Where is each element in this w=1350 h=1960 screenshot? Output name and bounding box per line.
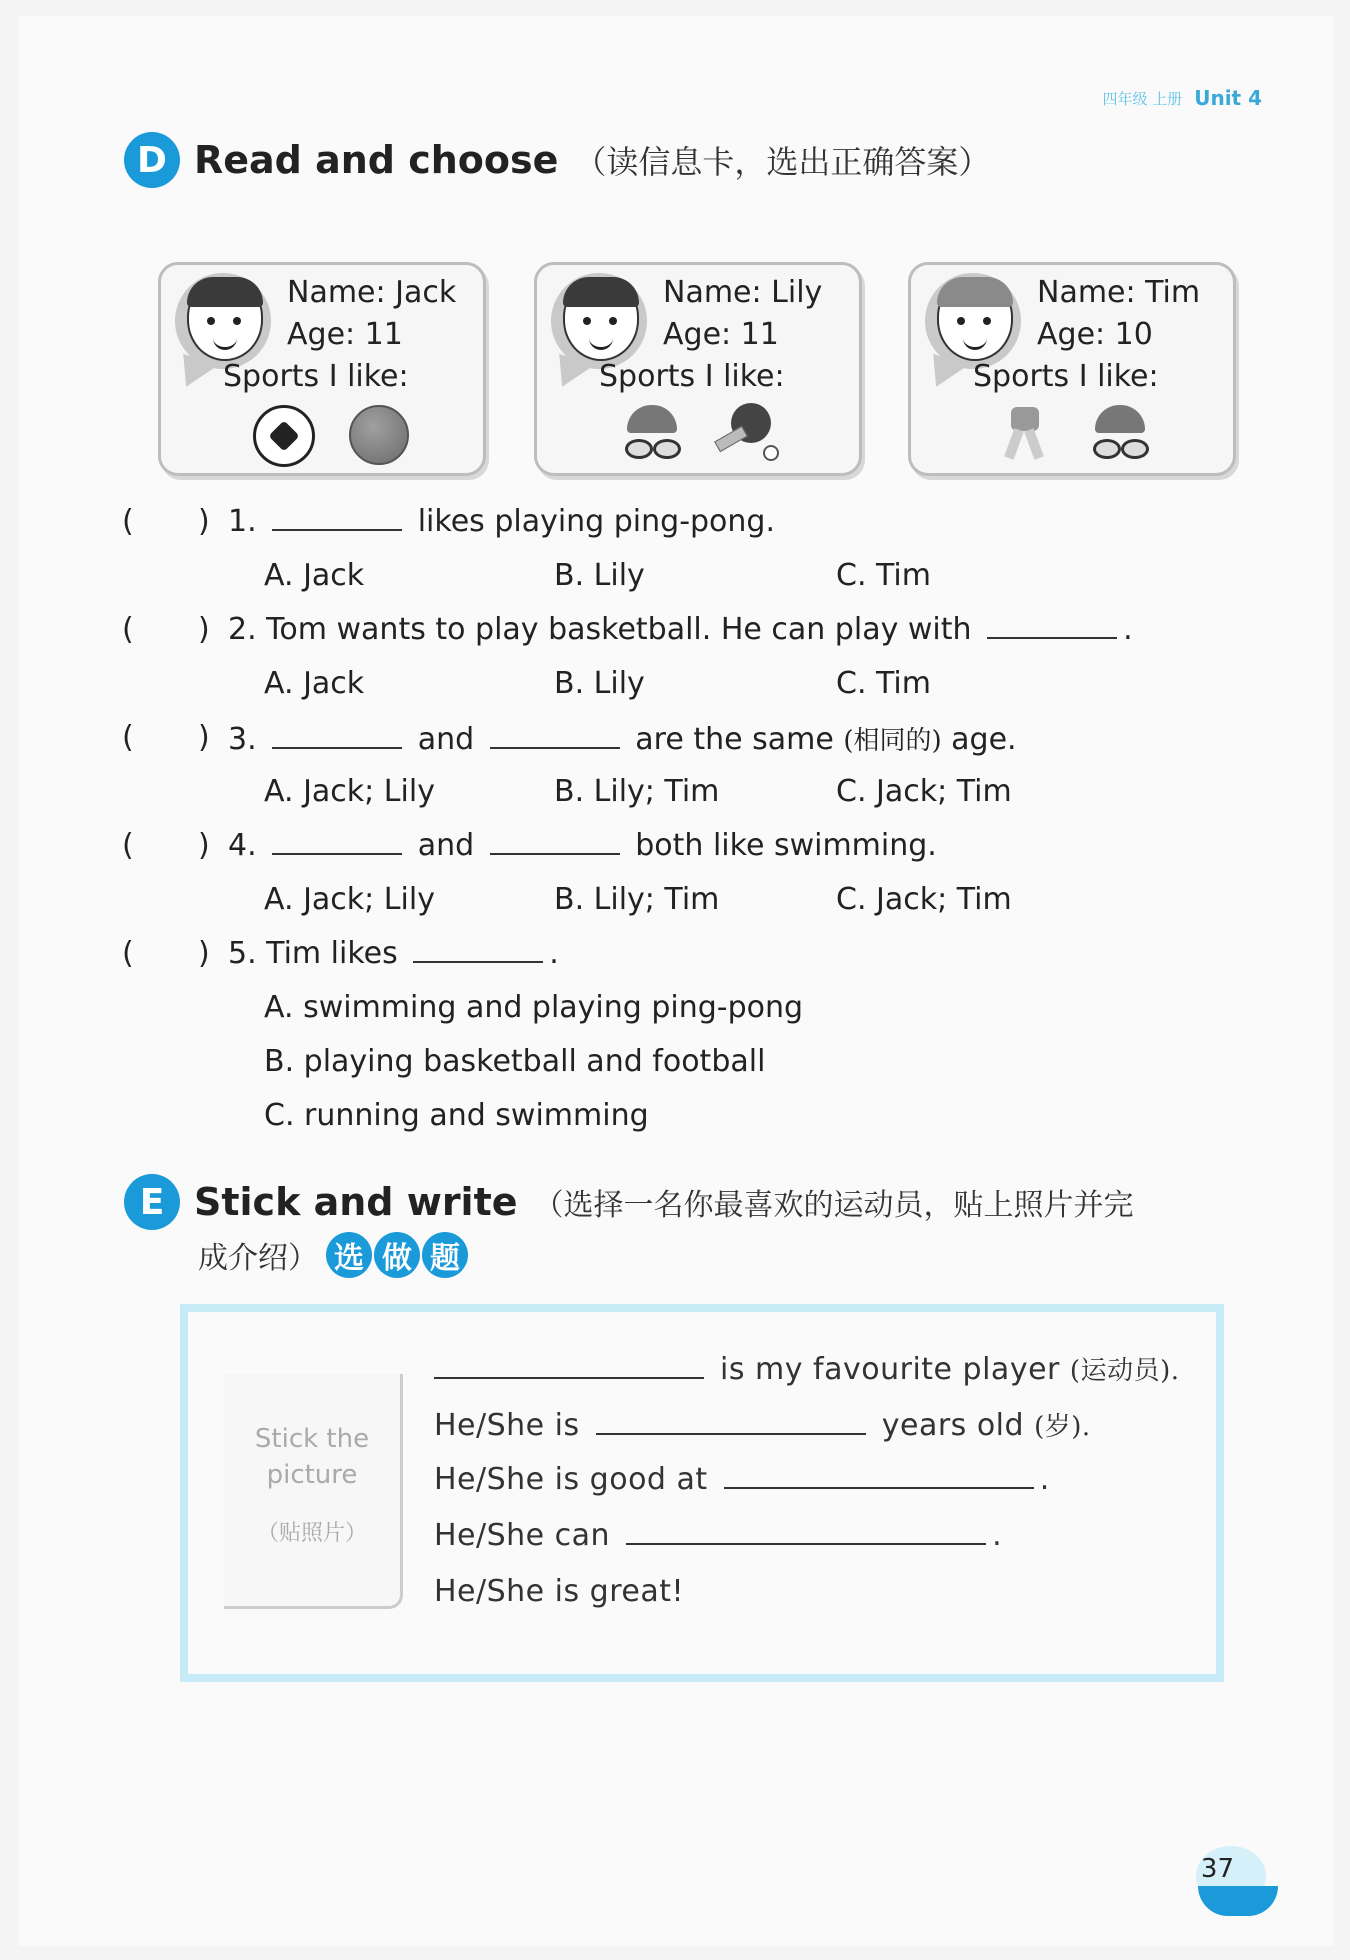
answer-paren-close: ) <box>198 720 210 755</box>
option-a: A. Jack <box>264 558 365 593</box>
card-name: Name: Jack <box>287 275 457 310</box>
optional-char: 题 <box>422 1232 468 1278</box>
question-and: and <box>417 722 475 757</box>
swim-cap-goggles-icon <box>1091 405 1149 461</box>
card-age: Age: 10 <box>1037 317 1153 352</box>
question-number: 2. <box>228 612 257 647</box>
optional-char: 选 <box>326 1232 372 1278</box>
optional-task-badge <box>326 1232 468 1278</box>
write-line-3 <box>434 1462 1050 1497</box>
photo-label-line1: Stick the <box>254 1424 370 1454</box>
answer-paren-close: ) <box>198 936 210 971</box>
info-cards <box>158 262 1238 482</box>
question-text: both like swimming. <box>635 828 937 863</box>
photo-label-cn: （贴照片） <box>256 1521 367 1546</box>
swim-cap-goggles-icon <box>623 405 681 461</box>
question-4 <box>228 828 937 863</box>
card-sports-label: Sports I like: <box>973 359 1159 394</box>
write-line-4 <box>434 1518 1002 1553</box>
soccer-ball-icon <box>253 405 315 467</box>
question-number: 4. <box>228 828 257 863</box>
workbook-page <box>18 16 1334 1946</box>
answer-blank[interactable] <box>272 525 402 531</box>
lily-avatar-icon <box>563 279 639 361</box>
question-end: . <box>549 936 559 971</box>
answer-blank[interactable] <box>272 743 402 749</box>
grade-label: 四年级 上册 <box>1102 89 1183 108</box>
age-blank[interactable] <box>596 1429 866 1435</box>
optional-char: 做 <box>374 1232 420 1278</box>
line-3-end: . <box>1039 1462 1050 1497</box>
option-a: A. Jack; Lily <box>264 774 435 809</box>
card-age: Age: 11 <box>663 317 779 352</box>
line-1-cn: (运动员). <box>1069 1356 1180 1386</box>
question-end: . <box>1123 612 1133 647</box>
question-number: 1. <box>228 504 257 539</box>
answer-paren-close: ) <box>198 612 210 647</box>
answer-blank[interactable] <box>490 849 620 855</box>
line-4-end: . <box>992 1518 1003 1553</box>
card-sports-label: Sports I like: <box>599 359 785 394</box>
info-card-jack <box>158 262 486 476</box>
question-text: Tom wants to play basketball. He can play with <box>266 612 972 647</box>
section-e-heading <box>124 1174 1134 1230</box>
runner-icon <box>995 403 1055 463</box>
option-b: B. Lily; Tim <box>554 774 720 809</box>
answer-blank[interactable] <box>987 633 1117 639</box>
line-2-cn: (岁). <box>1034 1412 1091 1442</box>
section-e-subtitle-line1: （选择一名你最喜欢的运动员，贴上照片并完 <box>533 1188 1134 1223</box>
basketball-icon <box>349 405 409 465</box>
option-c: C. running and swimming <box>264 1098 649 1133</box>
question-text: Tim likes <box>266 936 398 971</box>
answer-paren-open: ( <box>122 828 134 863</box>
answer-paren-open: ( <box>122 936 134 971</box>
photo-placeholder[interactable] <box>224 1374 403 1609</box>
section-d-heading <box>124 132 990 188</box>
question-text-end: age. <box>951 722 1017 757</box>
stick-and-write-box <box>180 1304 1224 1682</box>
line-4-text: He/She can <box>434 1518 611 1553</box>
option-b: B. playing basketball and football <box>264 1044 766 1079</box>
answer-paren-close: ) <box>198 828 210 863</box>
jack-avatar-icon <box>187 279 263 361</box>
question-text: are the same <box>635 722 834 757</box>
section-e-subtitle-row2 <box>198 1232 468 1278</box>
question-number: 3. <box>228 722 257 757</box>
line-2-text: He/She is <box>434 1408 580 1443</box>
question-1 <box>228 504 775 539</box>
question-text: likes playing ping-pong. <box>417 504 776 539</box>
answer-paren-close: ) <box>198 504 210 539</box>
section-e-badge: E <box>124 1174 180 1230</box>
tim-avatar-icon <box>937 279 1013 361</box>
option-a: A. Jack; Lily <box>264 882 435 917</box>
section-d-title: Read and choose <box>194 138 559 182</box>
section-e-subtitle-line2: 成介绍） <box>198 1241 318 1276</box>
card-sports-label: Sports I like: <box>223 359 409 394</box>
question-5 <box>228 936 559 971</box>
photo-label-line2: picture <box>266 1460 358 1490</box>
write-line-1 <box>434 1350 1179 1387</box>
player-name-blank[interactable] <box>434 1373 704 1379</box>
line-2-post: years old <box>881 1408 1025 1443</box>
section-d-badge: D <box>124 132 180 188</box>
page-number: 37 <box>1200 1854 1234 1884</box>
page-header <box>1102 86 1262 110</box>
option-c: C. Tim <box>836 558 931 593</box>
section-d-subtitle: （读信息卡，选出正确答案） <box>574 143 991 181</box>
card-name: Name: Lily <box>663 275 823 310</box>
page-corner-wave <box>1198 1886 1278 1916</box>
option-b: B. Lily <box>554 666 645 701</box>
section-e-title: Stick and write <box>194 1180 518 1224</box>
card-age: Age: 11 <box>287 317 403 352</box>
question-number: 5. <box>228 936 257 971</box>
option-c: C. Tim <box>836 666 931 701</box>
write-line-5: He/She is great! <box>434 1574 685 1609</box>
option-b: B. Lily; Tim <box>554 882 720 917</box>
question-3 <box>228 720 1017 757</box>
answer-blank[interactable] <box>490 743 620 749</box>
unit-label: Unit 4 <box>1194 86 1262 110</box>
answer-paren-open: ( <box>122 504 134 539</box>
option-a: A. Jack <box>264 666 365 701</box>
answer-blank[interactable] <box>272 849 402 855</box>
answer-paren-open: ( <box>122 612 134 647</box>
option-c: C. Jack; Tim <box>836 882 1012 917</box>
can-blank[interactable] <box>626 1539 986 1545</box>
line-3-text: He/She is good at <box>434 1462 708 1497</box>
ping-pong-paddle-icon <box>713 403 775 459</box>
line-1-text: is my favourite player <box>720 1352 1060 1387</box>
answer-blank[interactable] <box>413 957 543 963</box>
info-card-tim <box>908 262 1236 476</box>
question-2 <box>228 612 1133 647</box>
answer-paren-open: ( <box>122 720 134 755</box>
info-card-lily <box>534 262 862 476</box>
good-at-blank[interactable] <box>724 1483 1034 1489</box>
write-line-2 <box>434 1406 1091 1443</box>
question-cn-gloss: (相同的) <box>843 726 942 756</box>
option-a: A. swimming and playing ping-pong <box>264 990 804 1025</box>
option-b: B. Lily <box>554 558 645 593</box>
question-and: and <box>417 828 475 863</box>
option-c: C. Jack; Tim <box>836 774 1012 809</box>
card-name: Name: Tim <box>1037 275 1201 310</box>
